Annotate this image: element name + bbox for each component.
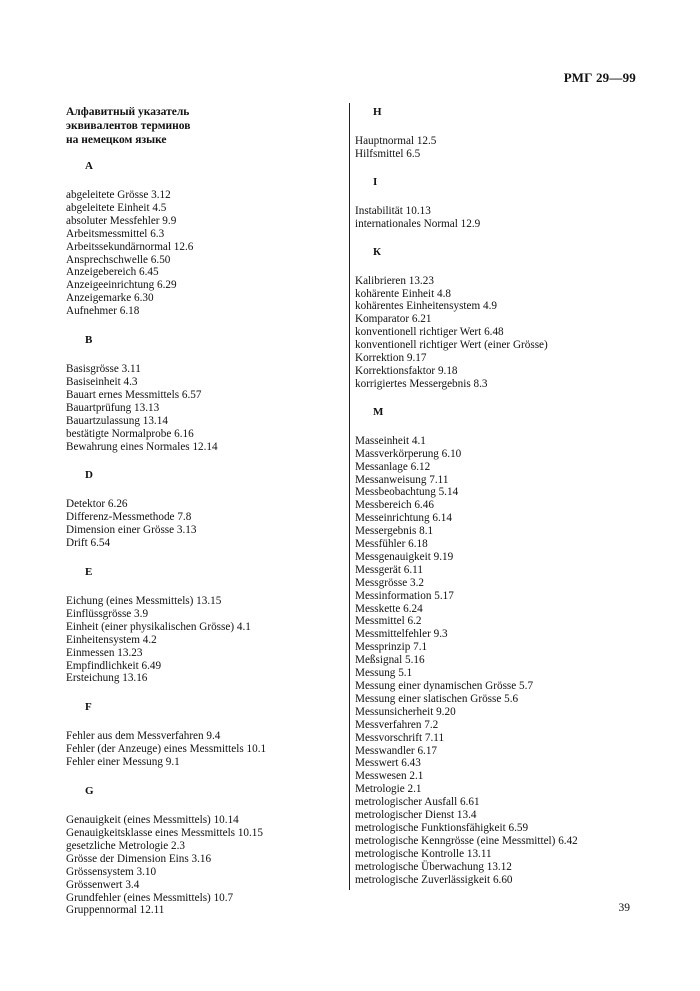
- index-entry: Messanweisung 7.11: [355, 473, 449, 486]
- index-entry: Hauptnormal 12.5: [355, 135, 437, 147]
- index-entry: metrologische Funktionsfähigkeit 6.59: [355, 821, 529, 834]
- index-section: [66, 566, 324, 685]
- section-letter: К: [373, 245, 381, 258]
- index-entry: metrologischer Ausfall 6.61: [355, 796, 480, 809]
- index-section: [66, 701, 324, 769]
- index-entry: Aufnehmer 6.18: [66, 305, 140, 318]
- index-entry: Arbeitsmessmittel 6.3: [66, 227, 165, 240]
- index-entry: Masseinheit 4.1: [355, 434, 426, 447]
- index-entry: Instabilität 10.13: [355, 204, 431, 217]
- index-entry: Basiseinheit 4.3: [66, 375, 138, 388]
- index-section: [355, 106, 645, 161]
- index-entry: Grössenwert 3.4: [66, 878, 140, 891]
- index-entry: Messgerät 6.11: [355, 563, 423, 576]
- index-entry: Arbeitssekundärnormal 12.6: [66, 240, 194, 253]
- index-title-line: Алфавитный указатель: [66, 106, 190, 118]
- index-entry: Detektor 6.26: [66, 498, 128, 511]
- index-entry: Anzeigebereich 6.45: [66, 266, 159, 279]
- index-entry: Dimension einer Grösse 3.13: [66, 524, 197, 537]
- index-entry: Messeinrichtung 6.14: [355, 512, 452, 525]
- index-entry: konventionell richtiger Wert (einer Grösse): [355, 339, 548, 352]
- index-entry: Fehler (der Anzeuge) eines Messmittels 10.1: [66, 743, 267, 756]
- index-entry: abgeleitete Einheit 4.5: [66, 201, 167, 214]
- index-title-line: на немецком языке: [66, 134, 167, 146]
- index-entry: Genauigkeitsklasse eines Messmittels 10.15: [66, 827, 263, 839]
- section-letter: F: [85, 701, 92, 714]
- index-entry: metrologische Kontrolle 13.11: [355, 847, 492, 860]
- column-divider: [349, 103, 350, 890]
- index-title-line: эквивалентов терминов: [66, 120, 191, 132]
- index-entry: Bewahrung eines Normales 12.14: [66, 440, 218, 453]
- index-entry: Genauigkeit (eines Messmittels) 10.14: [66, 814, 239, 827]
- index-entry: Korrektion 9.17: [355, 352, 427, 365]
- index-entry: Messunsicherheit 9.20: [355, 705, 456, 718]
- index-entry: Einmessen 13.23: [66, 646, 143, 659]
- index-section: [355, 246, 645, 391]
- section-letter: А: [85, 160, 93, 172]
- index-entry: Korrektionsfaktor 9.18: [355, 364, 458, 377]
- index-entry: Einflüssgrösse 3.9: [66, 607, 149, 620]
- document-code: РМГ 29—99: [563, 70, 636, 85]
- index-entry: Grösse der Dimension Eins 3.16: [66, 852, 212, 865]
- index-entry: Basisgrösse 3.11: [66, 363, 141, 376]
- index-entry: Messung einer slatischen Grösse 5.6: [355, 692, 519, 705]
- index-entry: Messbeobachtung 5.14: [355, 486, 459, 499]
- index-entry: metrologische Kenngrösse (eine Messmittel) 6.42: [355, 834, 578, 847]
- index-entry: Differenz-Messmethode 7.8: [66, 511, 192, 524]
- index-section: [66, 469, 324, 550]
- index-entry: Messprinzip 7.1: [355, 641, 428, 654]
- index-entry: Messgrösse 3.2: [355, 576, 424, 589]
- index-entry: Messinformation 5.17: [355, 589, 454, 602]
- index-entry: Massverkörperung 6.10: [355, 447, 462, 460]
- index-entry: Messanlage 6.12: [355, 460, 431, 473]
- index-entry: Grössensystem 3.10: [66, 865, 157, 878]
- section-letter: I: [373, 175, 378, 188]
- index-entry: Messkette 6.24: [355, 602, 423, 615]
- index-section: [66, 160, 324, 318]
- index-entry: Metrologie 2.1: [355, 783, 422, 796]
- index-entry: absoluter Messfehler 9.9: [66, 214, 177, 227]
- index-entry: Messverfahren 7.2: [355, 718, 439, 731]
- section-letter: D: [85, 469, 93, 482]
- index-entry: Messwesen 2.1: [355, 770, 424, 783]
- index-entry: Einheit (einer physikalischen Grösse) 4.1: [66, 620, 251, 633]
- index-entry: Meßsignal 5.16: [355, 654, 425, 667]
- index-entry: konventionell richtiger Wert 6.48: [355, 326, 504, 339]
- index-entry: Messergebnis 8.1: [355, 525, 434, 538]
- index-section: [66, 785, 324, 917]
- index-entry: Messmittel 6.2: [355, 615, 422, 628]
- index-entry: Bauartprüfung 13.13: [66, 401, 160, 414]
- index-entry: Messfühler 6.18: [355, 538, 428, 551]
- index-entry: Messmittelfehler 9.3: [355, 628, 448, 641]
- index-entry: Eichung (eines Messmittels) 13.15: [66, 595, 222, 608]
- index-entry: abgeleitete Grösse 3.12: [66, 189, 171, 201]
- index-entry: Messung 5.1: [355, 667, 413, 680]
- index-entry: Einheitensystem 4.2: [66, 633, 157, 646]
- index-section: [355, 176, 645, 231]
- index-entry: internationales Normal 12.9: [355, 217, 481, 230]
- index-entry: bestätigte Normalprobe 6.16: [66, 427, 194, 440]
- section-letter: М: [373, 405, 384, 418]
- index-entry: gesetzliche Metrologie 2.3: [66, 839, 185, 852]
- index-entry: Ansprechschwelle 6.50: [66, 253, 171, 266]
- index-entry: korrigiertes Messergebnis 8.3: [355, 377, 488, 390]
- left-sections: [66, 160, 324, 917]
- index-entry: kohärentes Einheitensystem 4.9: [355, 300, 497, 313]
- index-entry: Messgenauigkeit 9.19: [355, 550, 454, 563]
- index-entry: kohärente Einheit 4.8: [355, 287, 451, 300]
- index-entry: metrologischer Dienst 13.4: [355, 809, 477, 822]
- index-entry: Messvorschrift 7.11: [355, 731, 445, 744]
- index-entry: Ersteichung 13.16: [66, 672, 148, 685]
- left-column: [66, 100, 324, 933]
- index-entry: Anzeigeeinrichtung 6.29: [66, 279, 177, 292]
- index-entry: Hilfsmittel 6.5: [355, 147, 421, 160]
- index-entry: Messbereich 6.46: [355, 499, 434, 512]
- section-letter: В: [85, 334, 93, 347]
- right-column: [355, 100, 645, 902]
- index-title: [66, 105, 324, 147]
- index-entry: Fehler aus dem Messverfahren 9.4: [66, 730, 221, 743]
- index-entry: Messwandler 6.17: [355, 744, 438, 757]
- index-entry: Grundfehler (eines Messmittels) 10.7: [66, 891, 234, 904]
- index-entry: metrologische Zuverlässigkeit 6.60: [355, 873, 513, 886]
- index-section: [66, 334, 324, 453]
- index-entry: Messung einer dynamischen Grösse 5.7: [355, 680, 534, 692]
- section-letter: G: [85, 785, 94, 798]
- index-entry: Empfindlichkeit 6.49: [66, 659, 162, 672]
- section-letter: Е: [85, 566, 93, 579]
- page-number: 39: [618, 902, 630, 914]
- index-entry: Bauartzulassung 13.14: [66, 414, 168, 427]
- index-entry: Bauart ernes Messmittels 6.57: [66, 388, 202, 401]
- index-entry: Anzeigemarke 6.30: [66, 292, 154, 305]
- index-section: [355, 406, 645, 887]
- index-entry: Fehler einer Messung 9.1: [66, 756, 180, 769]
- right-sections: [355, 106, 645, 887]
- index-entry: Messwert 6.43: [355, 757, 421, 770]
- index-entry: Gruppennormal 12.11: [66, 904, 165, 917]
- index-entry: metrologische Überwachung 13.12: [355, 860, 512, 873]
- index-entry: Drift 6.54: [66, 537, 111, 550]
- index-entry: Kalibrieren 13.23: [355, 274, 434, 287]
- section-letter: Н: [373, 106, 382, 118]
- index-entry: Komparator 6.21: [355, 313, 432, 326]
